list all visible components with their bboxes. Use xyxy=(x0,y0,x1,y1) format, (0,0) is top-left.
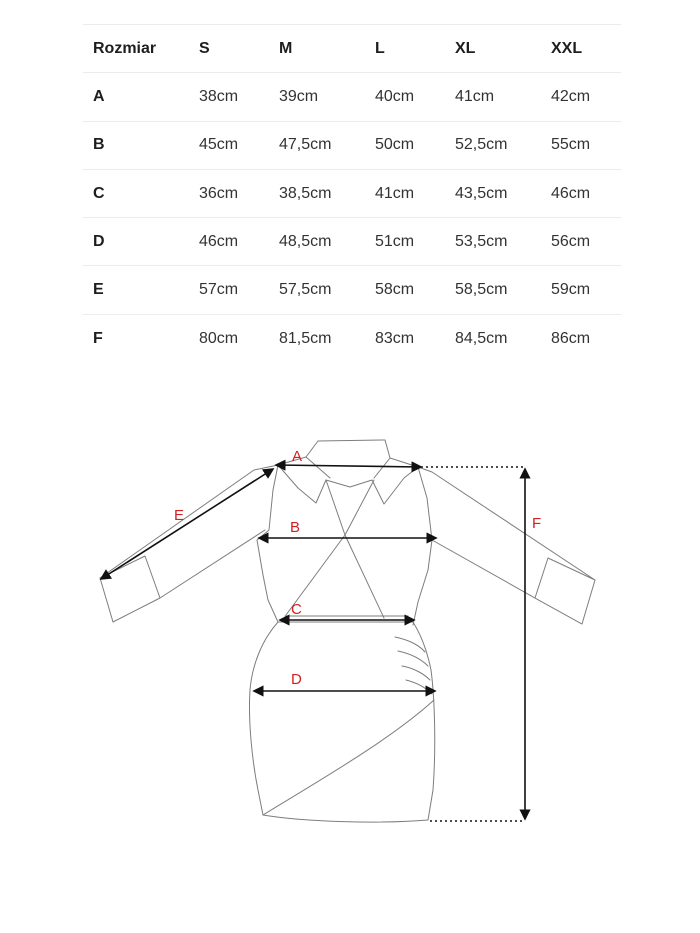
table-cell: 38cm xyxy=(189,73,269,121)
table-cell: 39cm xyxy=(269,73,365,121)
table-cell: 40cm xyxy=(365,73,445,121)
header-m: M xyxy=(269,25,365,73)
label-b: B xyxy=(290,519,301,536)
table-cell: 41cm xyxy=(365,169,445,217)
row-label: D xyxy=(83,218,189,266)
table-row xyxy=(83,218,621,266)
table-cell: 46cm xyxy=(189,218,269,266)
table-row xyxy=(83,169,621,217)
label-f: F xyxy=(532,515,542,532)
table-cell: 43,5cm xyxy=(445,169,541,217)
table-cell: 58,5cm xyxy=(445,266,541,314)
arrow-a xyxy=(276,465,421,467)
label-a: A xyxy=(292,448,303,465)
table-row xyxy=(83,73,621,121)
label-e: E xyxy=(174,507,185,524)
header-xl: XL xyxy=(445,25,541,73)
size-chart-table xyxy=(83,24,621,363)
header-size: Rozmiar xyxy=(83,25,189,73)
table-cell: 81,5cm xyxy=(279,329,332,347)
table-cell: 80cm xyxy=(199,329,239,347)
table-cell: 38,5cm xyxy=(269,169,365,217)
row-label: E xyxy=(83,266,189,314)
dress-measurement-diagram xyxy=(0,400,700,860)
table-cell: 36cm xyxy=(189,169,269,217)
table-cell: 86cm xyxy=(551,329,591,347)
table-cell: 46cm xyxy=(541,169,621,217)
dress-diagram-svg xyxy=(0,400,700,860)
header-s: S xyxy=(189,25,269,73)
table-cell: 42cm xyxy=(541,73,621,121)
wrap-hem xyxy=(263,700,434,815)
table-cell: 57cm xyxy=(189,266,269,314)
row-label: B xyxy=(83,121,189,169)
left-sleeve xyxy=(100,465,278,622)
table-cell: 45cm xyxy=(189,121,269,169)
row-label: F xyxy=(93,329,103,347)
label-c: C xyxy=(291,601,302,618)
table-cell: 52,5cm xyxy=(445,121,541,169)
row-label: A xyxy=(83,73,189,121)
table-row xyxy=(83,121,621,169)
dress-outline xyxy=(100,440,595,822)
table-header-row xyxy=(83,25,621,73)
measurement-arrows xyxy=(101,465,525,821)
table-cell: 56cm xyxy=(541,218,621,266)
table-cell: 48,5cm xyxy=(269,218,365,266)
table-cell: 41cm xyxy=(445,73,541,121)
wrap-neckline xyxy=(286,480,384,618)
table-row xyxy=(83,266,621,314)
header-xxl: XXL xyxy=(541,25,621,73)
skirt-folds xyxy=(395,637,432,694)
measurement-labels xyxy=(174,448,541,688)
row-label: C xyxy=(83,169,189,217)
table-cell: 83cm xyxy=(375,329,415,347)
header-l: L xyxy=(365,25,445,73)
table-cell: 84,5cm xyxy=(455,329,508,347)
table-cell: 55cm xyxy=(541,121,621,169)
right-sleeve xyxy=(418,467,595,624)
bodice xyxy=(257,465,432,625)
label-d: D xyxy=(291,671,302,688)
table-cell: 50cm xyxy=(365,121,445,169)
table-cell: 59cm xyxy=(541,266,621,314)
table-cell: 57,5cm xyxy=(269,266,365,314)
table-cell: 58cm xyxy=(365,266,445,314)
table-cell: 47,5cm xyxy=(269,121,365,169)
table-cell: 51cm xyxy=(365,218,445,266)
table-row xyxy=(83,314,621,362)
arrow-e xyxy=(101,469,273,579)
table-cell: 53,5cm xyxy=(445,218,541,266)
